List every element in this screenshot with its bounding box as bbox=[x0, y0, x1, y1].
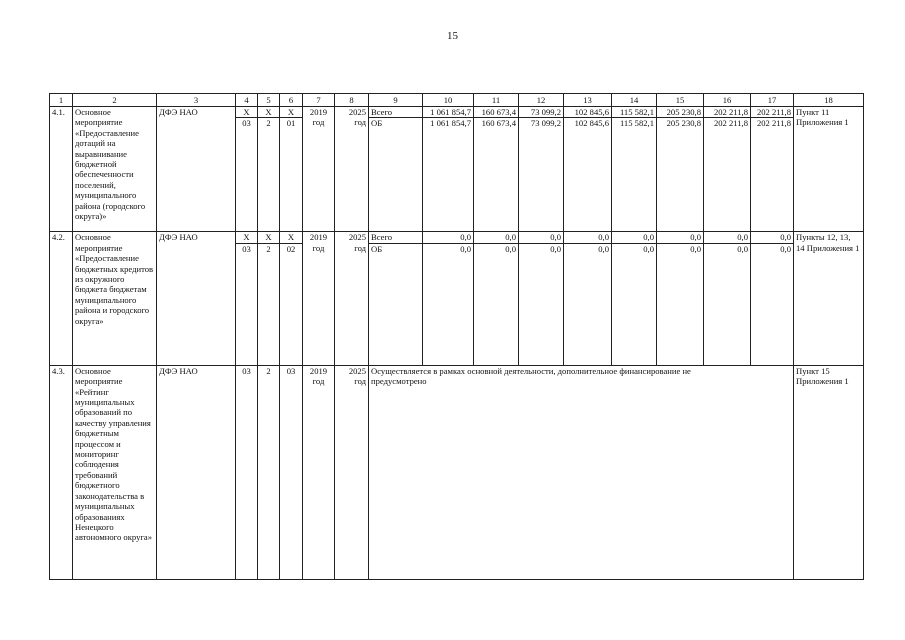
row-number: 4.1. bbox=[50, 107, 73, 232]
amount-cell: 0,0 bbox=[564, 232, 612, 243]
amount-cell: 115 582,1 bbox=[612, 107, 657, 118]
column-number: 1 bbox=[50, 94, 73, 107]
measure-name: Основное мероприятие «Рейтинг муниципальных образований по качеству управления бюджетным процессом и мониторинг соблюдения требований бюджетного законодательства в муниципальных образованиях Ненецкого автономного округа» bbox=[73, 365, 157, 579]
note-cell: Пункт 11 Приложения 1 bbox=[794, 107, 864, 232]
column-number: 18 bbox=[794, 94, 864, 107]
amount-cell: 160 673,4 bbox=[474, 118, 519, 232]
row-number: 4.2. bbox=[50, 232, 73, 365]
amount-cell: 0,0 bbox=[519, 243, 564, 365]
end-year: 2025 год bbox=[335, 107, 369, 232]
start-year: 2019 год bbox=[303, 232, 335, 365]
note-cell: Пункты 12, 13, 14 Приложения 1 bbox=[794, 232, 864, 365]
code-cell: 01 bbox=[280, 118, 303, 232]
amount-cell: 160 673,4 bbox=[474, 107, 519, 118]
column-number: 15 bbox=[657, 94, 704, 107]
financing-note: Осуществляется в рамках основной деятельности, дополнительное финансирование не предусмотрено bbox=[369, 365, 794, 579]
amount-cell: 1 061 854,7 bbox=[423, 107, 474, 118]
column-number: 9 bbox=[369, 94, 423, 107]
end-year: 2025 год bbox=[335, 232, 369, 365]
amount-cell: 0,0 bbox=[612, 243, 657, 365]
code-cell: 2 bbox=[258, 118, 280, 232]
start-year: 2019 год bbox=[303, 107, 335, 232]
amount-cell: 0,0 bbox=[751, 232, 794, 243]
column-number: 6 bbox=[280, 94, 303, 107]
column-number: 8 bbox=[335, 94, 369, 107]
code-cell: X bbox=[280, 232, 303, 243]
page-number: 15 bbox=[447, 30, 458, 42]
amount-cell: 0,0 bbox=[612, 232, 657, 243]
code-cell: X bbox=[258, 232, 280, 243]
amount-cell: 0,0 bbox=[423, 243, 474, 365]
executor: ДФЭ НАО bbox=[157, 232, 236, 365]
amount-cell: 1 061 854,7 bbox=[423, 118, 474, 232]
code-cell: 03 bbox=[236, 118, 258, 232]
amount-cell: 0,0 bbox=[519, 232, 564, 243]
end-year: 2025 год bbox=[335, 365, 369, 579]
column-number-row bbox=[50, 94, 864, 107]
column-number: 12 bbox=[519, 94, 564, 107]
column-number: 11 bbox=[474, 94, 519, 107]
code-cell: 2 bbox=[258, 243, 280, 365]
code-cell: X bbox=[280, 107, 303, 118]
amount-cell: 102 845,6 bbox=[564, 107, 612, 118]
table-row bbox=[50, 107, 864, 118]
note-cell: Пункт 15 Приложения 1 bbox=[794, 365, 864, 579]
code-cell: X bbox=[236, 232, 258, 243]
amount-cell: 202 211,8 bbox=[751, 118, 794, 232]
column-number: 17 bbox=[751, 94, 794, 107]
column-number: 5 bbox=[258, 94, 280, 107]
amount-cell: 0,0 bbox=[474, 243, 519, 365]
code-cell: 03 bbox=[280, 365, 303, 579]
amount-cell: 0,0 bbox=[704, 232, 751, 243]
amount-cell: 205 230,8 bbox=[657, 107, 704, 118]
column-number: 4 bbox=[236, 94, 258, 107]
funding-source: ОБ bbox=[369, 118, 423, 232]
column-number: 13 bbox=[564, 94, 612, 107]
program-table bbox=[49, 93, 864, 580]
code-cell: X bbox=[236, 107, 258, 118]
column-number: 14 bbox=[612, 94, 657, 107]
measure-name: Основное мероприятие «Предоставление дотаций на выравнивание бюджетной обеспеченности поселений, муниципального района (городского округа)» bbox=[73, 107, 157, 232]
column-number: 2 bbox=[73, 94, 157, 107]
funding-source: ОБ bbox=[369, 243, 423, 365]
amount-cell: 73 099,2 bbox=[519, 118, 564, 232]
amount-cell: 73 099,2 bbox=[519, 107, 564, 118]
amount-cell: 0,0 bbox=[423, 232, 474, 243]
measure-name: Основное мероприятие «Предоставление бюджетных кредитов из окружного бюджета бюджетам муниципального района и городского округа» bbox=[73, 232, 157, 365]
start-year: 2019 год bbox=[303, 365, 335, 579]
column-number: 10 bbox=[423, 94, 474, 107]
funding-source: Всего bbox=[369, 232, 423, 243]
amount-cell: 0,0 bbox=[657, 243, 704, 365]
amount-cell: 0,0 bbox=[474, 232, 519, 243]
code-cell: 2 bbox=[258, 365, 280, 579]
table-row bbox=[50, 232, 864, 243]
funding-source: Всего bbox=[369, 107, 423, 118]
amount-cell: 202 211,8 bbox=[704, 118, 751, 232]
amount-cell: 0,0 bbox=[564, 243, 612, 365]
amount-cell: 102 845,6 bbox=[564, 118, 612, 232]
code-cell: X bbox=[258, 107, 280, 118]
amount-cell: 115 582,1 bbox=[612, 118, 657, 232]
column-number: 7 bbox=[303, 94, 335, 107]
code-cell: 02 bbox=[280, 243, 303, 365]
table-row bbox=[50, 365, 864, 579]
column-number: 16 bbox=[704, 94, 751, 107]
code-cell: 03 bbox=[236, 243, 258, 365]
column-number: 3 bbox=[157, 94, 236, 107]
code-cell: 03 bbox=[236, 365, 258, 579]
amount-cell: 0,0 bbox=[751, 243, 794, 365]
amount-cell: 0,0 bbox=[704, 243, 751, 365]
amount-cell: 205 230,8 bbox=[657, 118, 704, 232]
amount-cell: 0,0 bbox=[657, 232, 704, 243]
row-number: 4.3. bbox=[50, 365, 73, 579]
executor: ДФЭ НАО bbox=[157, 365, 236, 579]
amount-cell: 202 211,8 bbox=[704, 107, 751, 118]
executor: ДФЭ НАО bbox=[157, 107, 236, 232]
amount-cell: 202 211,8 bbox=[751, 107, 794, 118]
